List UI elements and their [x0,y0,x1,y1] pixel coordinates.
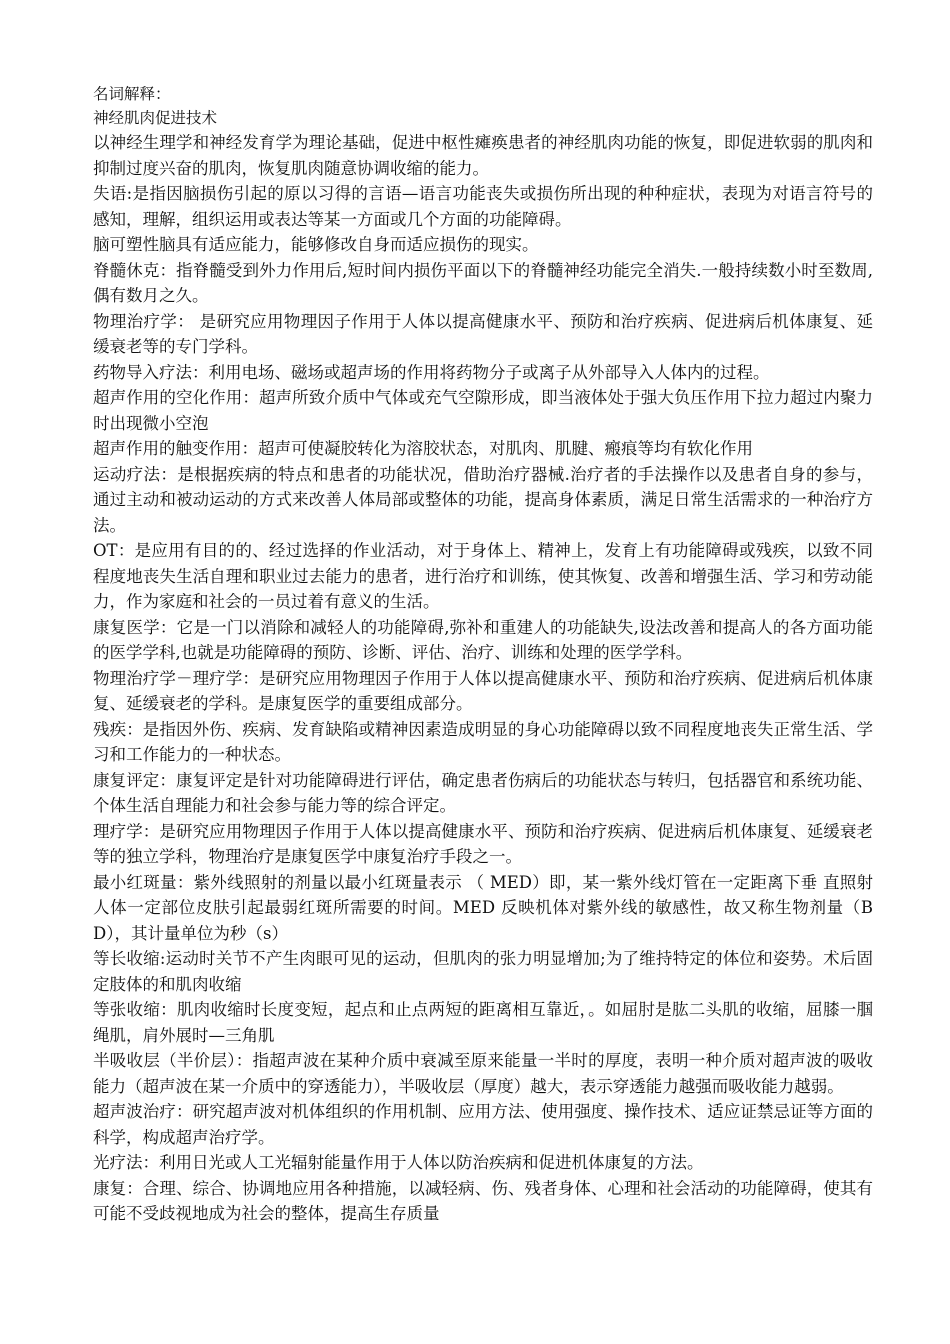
definition-paragraph-ultrasound-therapy: 超声波治疗：研究超声波对机体组织的作用机制、应用方法、使用强度、操作技术、适应证禁忌证等方面的科学，构成超声治疗学。 [93,1102,873,1147]
definition-paragraph-disability: 残疾：是指因外伤、疾病、发育缺陷或精神因素造成明显的身心功能障碍以致不同程度地丧失正常生活、学习和工作能力的一种状态。 [93,719,873,764]
definition-paragraph-drug-introduction: 药物导入疗法：利用电场、磁场或超声场的作用将药物分子或离子从外部导入人体内的过程。 [93,362,770,382]
definition-paragraph-physiotherapy: 物理治疗学－理疗学：是研究应用物理因子作用于人体以提高健康水平、预防和治疗疾病、促进病后机体康复、延缓衰老的学科。是康复医学的重要组成部分。 [93,668,873,713]
definition-paragraph-phototherapy: 光疗法：利用日光或人工光辐射能量作用于人体以防治疾病和促进机体康复的方法。 [93,1153,704,1172]
definition-paragraph-cavitation: 超声作用的空化作用：超声所致介质中气体或充气空隙形成，即当液体处于强大负压作用下拉力超过内聚力时出现微小空泡 [93,388,873,433]
definition-paragraph-brain-plasticity: 脑可塑性脑具有适应能力，能够修改自身而适应损伤的现实。 [93,235,539,254]
definition-paragraph-half-value-layer: 半吸收层（半价层）：指超声波在某种介质中衰减至原来能量一半时的厚度，表明一种介质对超声波的吸收能力（超声波在某一介质中的穿透能力），半吸收层（厚度）越大，表示穿透能力越强而吸收能力越弱。 [93,1051,873,1096]
definition-paragraph-exercise-therapy: 运动疗法：是根据疾病的特点和患者的功能状况，借助治疗器械.治疗者的手法操作以及患者自身的参与，通过主动和被动运动的方式来改善人体局部或整体的功能，提高身体素质，满足日常生活需求的一种治疗方法。 [93,464,873,535]
definition-paragraph-rehabilitation: 康复：合理、综合、协调地应用各种措施，以减轻病、伤、残者身体、心理和社会活动的功能障碍，使其有可能不受歧视地成为社会的整体，提高生存质量 [93,1178,873,1223]
definition-paragraph-neuromuscular: 以神经生理学和神经发育学为理论基础，促进中枢性瘫痪患者的神经肌肉功能的恢复，即促进软弱的肌肉和抑制过度兴奋的肌肉，恢复肌肉随意协调收缩的能力。 [93,133,873,178]
definition-paragraph-physical-therapy: 物理治疗学： 是研究应用物理因子作用于人体以提高健康水平、预防和治疗疾病、促进病后机体康复、延缓衰老等的专门学科。 [93,311,873,356]
definition-paragraph-med: 最小红斑量：紫外线照射的剂量以最小红斑量表示 （ MED）即，某一紫外线灯管在一定距离下垂 直照射人体一定部位皮肤引起最弱红斑所需要的时间。MED 反映机体对紫外线的敏感性，故又称生物剂量（BD），其计量单位为秒（s） [93,872,873,943]
document-page [93,82,873,1227]
definition-paragraph-thixotropy: 超声作用的触变作用：超声可使凝胶转化为溶胶状态，对肌肉、肌腱、瘢痕等均有软化作用 [93,439,753,458]
definition-paragraph-spinal-shock: 脊髓休克：指脊髓受到外力作用后,短时间内损伤平面以下的脊髓神经功能完全消失.一般持续数小时至数周,偶有数月之久。 [93,260,873,305]
definition-paragraph-isotonic: 等张收缩：肌肉收缩时长度变短，起点和止点两短的距离相互靠近，。如屈肘是肱二头肌的收缩，屈膝一腘绳肌，肩外展时—三角肌 [93,1000,873,1045]
document-subheading: 神经肌肉促进技术 [93,109,218,127]
definition-paragraph-rehab-assessment: 康复评定：康复评定是针对功能障碍进行评估，确定患者伤病后的功能状态与转归，包括器官和系统功能、个体生活自理能力和社会参与能力等的综合评定。 [93,770,873,815]
definition-paragraph-physiotherapy-science: 理疗学：是研究应用物理因子作用于人体以提高健康水平、预防和治疗疾病、促进病后机体康复、延缓衰老等的独立学科，物理治疗是康复医学中康复治疗手段之一。 [93,821,873,866]
definition-paragraph-isometric: 等长收缩:运动时关节不产生肉眼可见的运动，但肌肉的张力明显增加;为了维持特定的体位和姿势。术后固定肢体的和肌肉收缩 [93,949,873,994]
definition-paragraph-rehab-medicine: 康复医学：它是一门以消除和减轻人的功能障碍,弥补和重建人的功能缺失,设法改善和提高人的各方面功能的医学学科,也就是功能障碍的预防、诊断、评估、治疗、训练和处理的医学学科。 [93,617,873,662]
definition-paragraph-ot: OT：是应用有目的的、经过选择的作业活动，对于身体上、精神上，发育上有功能障碍或残疾，以致不同程度地丧失生活自理和职业过去能力的患者，进行治疗和训练，使其恢复、改善和增强生活、学习和劳动能力，作为家庭和社会的一员过着有意义的生活。 [93,541,873,611]
definition-paragraph-aphasia: 失语:是指因脑损伤引起的原以习得的言语—语言功能丧失或损伤所出现的种种症状，表现为对语言符号的感知，理解，组织运用或表达等某一方面或几个方面的功能障碍。 [93,184,873,229]
document-heading: 名词解释： [93,85,171,103]
